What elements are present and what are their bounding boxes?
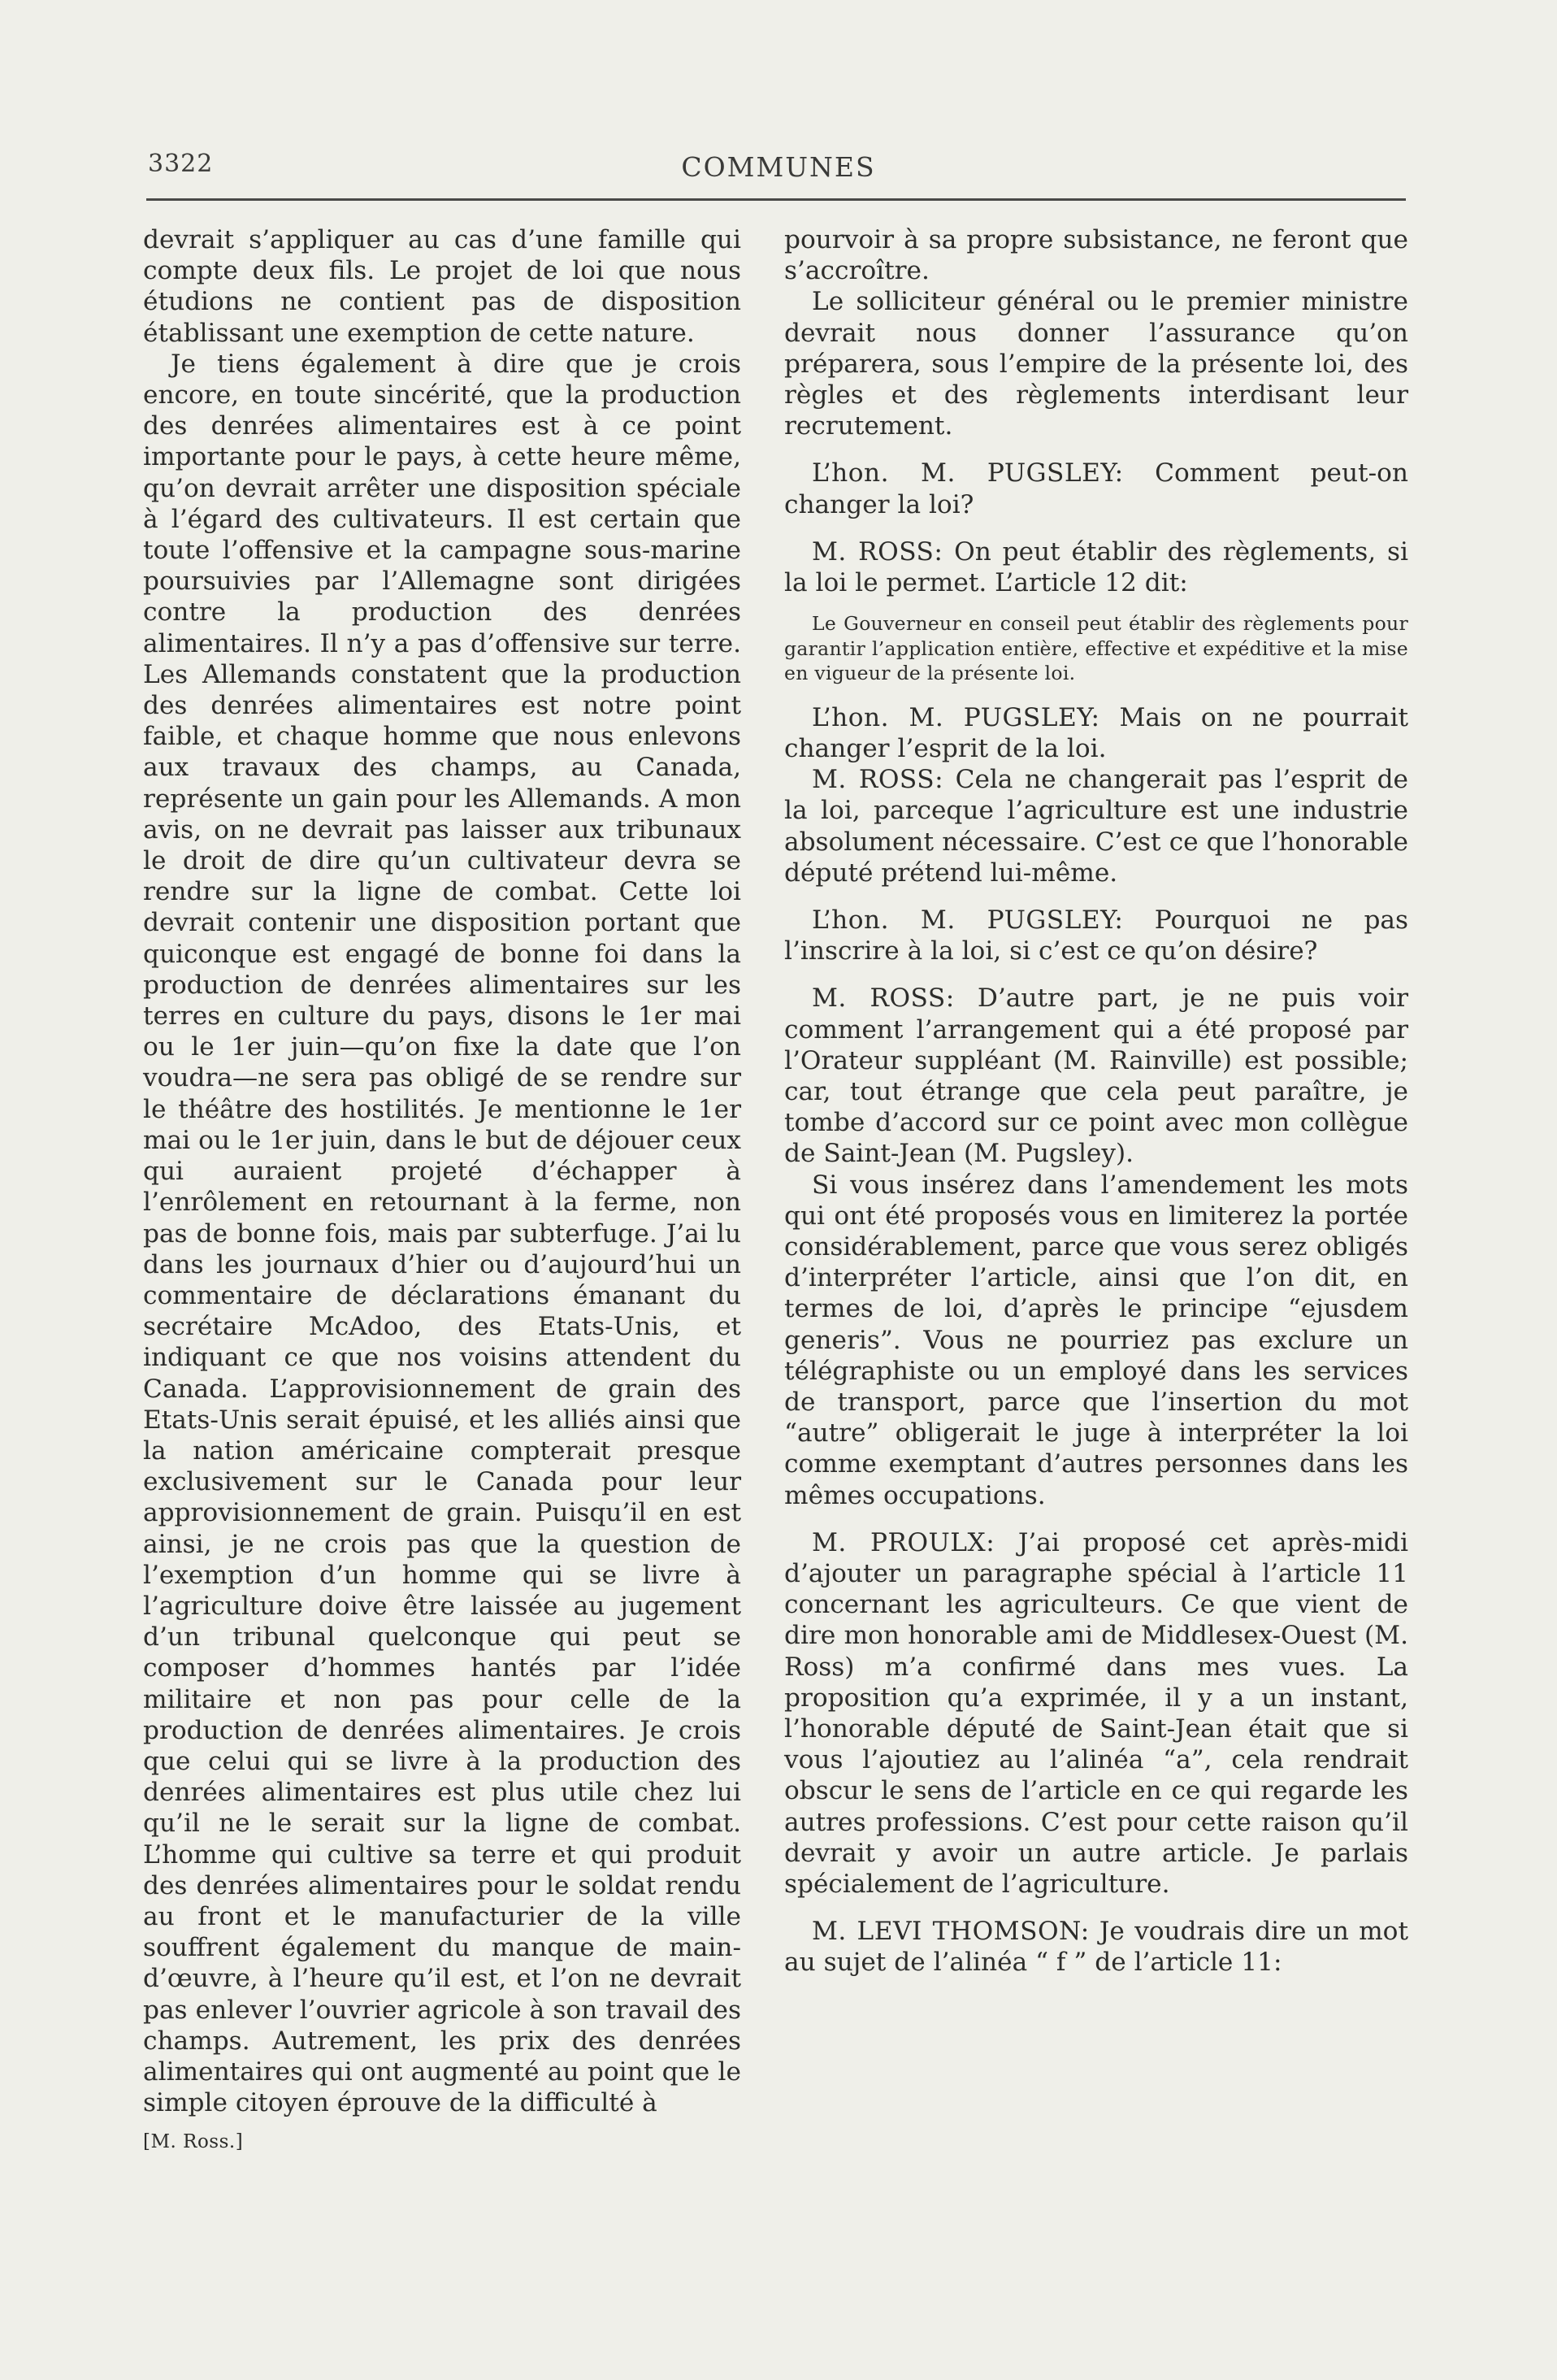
speech: [784, 458, 1408, 519]
speech: [784, 764, 1408, 888]
speech: [784, 536, 1408, 598]
speaker-name: L’hon. M. PUGSLEY:: [812, 458, 1124, 489]
page-number: 3322: [148, 150, 214, 178]
paragraph: Le solliciteur général ou le premier ministre devrait nous donner l’assurance qu’on préparera, sous l’empire de la présente loi, des règles et des règlements interdisant leur recrutement.: [784, 287, 1408, 441]
speech: [784, 702, 1408, 764]
speaker-name: M. ROSS:: [812, 765, 944, 795]
speech-text: Cela ne changerait pas l’esprit de la loi, parceque l’agriculture est une industrie absolument nécessaire. C’est ce que l’honorable député prétend lui-même.: [784, 765, 1408, 888]
speaker-name: M. ROSS:: [812, 984, 955, 1014]
speaker-name: M. PROULX:: [812, 1527, 995, 1557]
paragraph: Si vous insérez dans l’amendement les mots qui ont été proposés vous en limiterez la portée considérablement, parce que vous serez obligés d’interpréter l’article, ainsi que l’on dit, en termes de loi, d’après le principe “ejusdem generis”. Vous ne pourriez pas exclure un télégraphiste ou un employé dans les services de transport, parce que l’insertion du mot “autre” obligerait le juge à interpréter la loi comme exemptant d’autres personnes dans les mêmes occupations.: [784, 1170, 1408, 1510]
speech: [784, 905, 1408, 966]
speech-text: Comment peut-on changer la loi?: [784, 458, 1408, 519]
speech-text: J’ai proposé cet après-midi d’ajouter un paragraphe spécial à l’article 11 concernant les agriculteurs. Ce que vient de dire mon honorable ami de Middlesex-Ouest (M. Ross) m’a confirmé dans mes vues. La proposition qu’a exprimée, il y a un instant, l’honorable député de Saint-Jean était que si vous l’ajoutiez au l’alinéa “a”, cela rendrait obscur le sens de l’article en ce qui regarde les autres professions. C’est pour cette raison qu’il devrait y avoir un autre article. Je parlais spécialement de l’agriculture.: [784, 1527, 1408, 1900]
header-rule: [146, 198, 1406, 201]
speaker-name: L’hon. M. PUGSLEY:: [812, 702, 1100, 732]
quoted-article: Le Gouverneur en conseil peut établir des règlements pour garantir l’application entière, effective et expéditive et la mise en vigueur de la présente loi.: [784, 612, 1408, 685]
speech-text: Pourquoi ne pas l’inscrire à la loi, si c’est ce qu’on désire?: [784, 905, 1409, 966]
speaker-name: L’hon. M. PUGSLEY:: [812, 905, 1124, 935]
speaker-name: M. LEVI THOMSON:: [812, 1917, 1090, 1947]
paragraph: devrait s’appliquer au cas d’une famille qui compte deux fils. Le projet de loi que nous étudions ne contient pas de disposition établissant une exemption de cette nature.: [143, 225, 741, 348]
paragraph: Je tiens également à dire que je crois encore, en toute sincérité, que la production des denrées alimentaires est à ce point importante pour le pays, à cette heure même, qu’on devrait arrêter une disposition spéciale à l’égard des cultivateurs. Il est certain que toute l’offensive et la campagne sous-marine poursuivies par l’Allemagne sont dirigées contre la production des denrées alimentaires. Il n’y a pas d’offensive sur terre. Les Allemands constatent que la production des denrées alimentaires est notre point faible, et chaque homme que nous enlevons aux travaux des champs, au Canada, représente un gain pour les Allemands. A mon avis, on ne devrait pas laisser aux tribunaux le droit de dire qu’un cultivateur devra se rendre sur la ligne de combat. Cette loi devrait contenir une disposition portant que quiconque est engagé de bonne foi dans la production de denrées alimentaires sur les terres en culture du pays, disons le 1er mai ou le 1er juin—qu’on fixe la date que l’on voudra—ne sera pas obligé de se rendre sur le théâtre des hostilités. Je mentionne le 1er mai ou le 1er juin, dans le but de déjouer ceux qui auraient projeté d’échapper à l’enrôlement en retournant à la ferme, non pas de bonne fois, mais par subterfuge. J’ai lu dans les journaux d’hier ou d’aujourd’hui un commentaire de déclarations émanant du secrétaire McAdoo, des Etats-Unis, et indiquant ce que nos voisins attendent du Canada. L’approvisionnement de grain des Etats-Unis serait épuisé, et les alliés ainsi que la nation américaine compterait presque exclusivement sur le Canada pour leur approvisionnement de grain. Puisqu’il en est ainsi, je ne crois pas que la question de l’exemption d’un homme qui se livre à l’agriculture doive être laissée au jugement d’un tribunal quelconque qui peut se composer d’hommes hantés par l’idée militaire et non pas pour celle de la production de denrées alimentaires. Je crois que celui qui se livre à la production des denrées alimentaires est plus utile chez lui qu’il ne le serait sur la ligne de combat. L’homme qui cultive sa terre et qui produit des denrées alimentaires pour le soldat rendu au front et le manufacturier de la ville souffrent également du manque de main-d’œuvre, à l’heure qu’il est, et l’on ne devrait pas enlever l’ouvrier agricole à son travail des champs. Autrement, les prix des denrées alimentaires qui ont augmenté au point que le simple citoyen éprouve de la difficulté à: [143, 349, 741, 2118]
right-column: [784, 224, 1408, 1978]
speaker-name: M. ROSS:: [812, 536, 943, 567]
speech-text: On peut établir des règlements, si la loi le permet. L’article 12 dit:: [784, 536, 1408, 598]
speech-text: Mais on ne pourrait changer l’esprit de la loi.: [784, 702, 1408, 763]
paragraph: pourvoir à sa propre subsistance, ne feront que s’accroître.: [784, 225, 1408, 286]
speech: [784, 1527, 1408, 1900]
speech-text: D’autre part, je ne puis voir comment l’arrangement qui a été proposé par l’Orateur suppléant (M. Rainville) est possible; car, tout étrange que cela peut paraître, je tombe d’accord sur ce point avec mon collègue de Saint-Jean (M. Pugsley).: [784, 984, 1408, 1169]
speech: [784, 1916, 1408, 1978]
left-column: [143, 224, 741, 2158]
speech-text: Je voudrais dire un mot au sujet de l’alinéa “ f ” de l’article 11:: [784, 1917, 1408, 1978]
speaker-signature: [M. Ross.]: [143, 2131, 244, 2153]
running-head-title: COMMUNES: [681, 151, 876, 183]
speech: [784, 983, 1408, 1169]
